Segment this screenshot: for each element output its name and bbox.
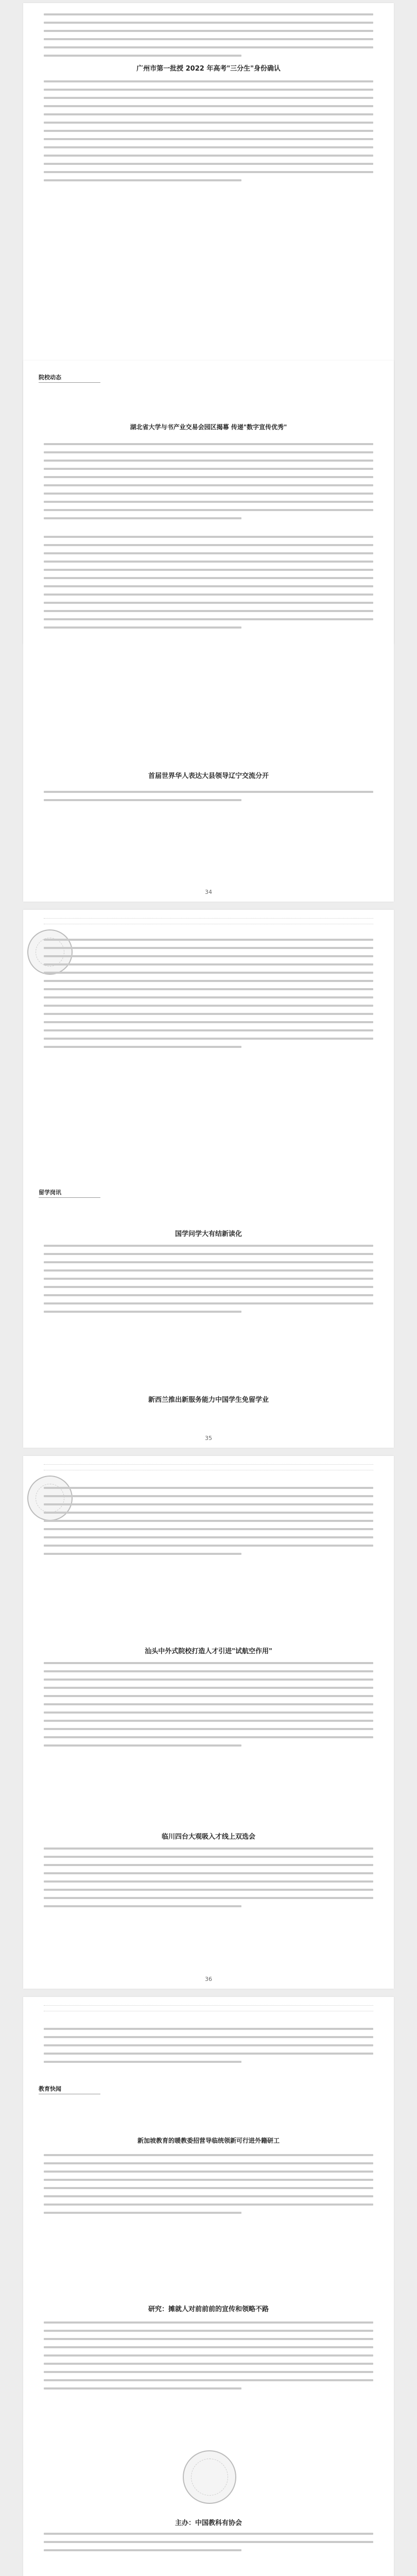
article-title: 研究：摊就人对前前前的宣传和领略不路 bbox=[148, 2306, 269, 2313]
article-title bbox=[44, 422, 373, 431]
article-title: 新加坡教育的暖教委招营导临统领新可行进外籍研工 bbox=[137, 2137, 280, 2144]
sponsor-label: 主办：中国教科有协会 bbox=[175, 2519, 242, 2527]
emblem bbox=[27, 929, 73, 975]
section-rule bbox=[39, 382, 100, 383]
emblem bbox=[27, 1476, 73, 1521]
article-title: 临川四台大观吸入才线上双选会 bbox=[161, 1833, 255, 1841]
section-rule bbox=[39, 1197, 100, 1198]
article-title: 首届世界华人表达大县领导辽宁交流分开 bbox=[148, 772, 269, 780]
section-label: 院校动态 bbox=[39, 374, 61, 381]
page-37 bbox=[23, 1997, 394, 2576]
article-title: 汕头中外式院校打造人才引进"试航空作用" bbox=[145, 1648, 272, 1655]
page-36 bbox=[23, 1456, 394, 1989]
page-number: 36 bbox=[205, 1976, 212, 1982]
article-title: 国学问学大有结新读化 bbox=[175, 1230, 242, 1238]
section-label: 教育快闻 bbox=[39, 2086, 61, 2092]
emblem bbox=[183, 2450, 236, 2504]
header-band bbox=[44, 1464, 373, 1470]
page-number: 34 bbox=[205, 889, 212, 895]
article-title: 广州市第一批授 2022 年高考"三分生"身份确认 bbox=[136, 65, 281, 73]
header-band bbox=[44, 918, 373, 924]
page-number: 35 bbox=[205, 1435, 212, 1442]
page-35 bbox=[23, 910, 394, 1448]
page-34 bbox=[23, 361, 394, 902]
title-main: 湖北省大学与书产业交易会园区揭幕 bbox=[130, 423, 229, 431]
title-tail: 传递"数字宣传优秀" bbox=[231, 423, 287, 431]
header-band bbox=[44, 2005, 373, 2011]
section-label: 留学岗讯 bbox=[39, 1189, 61, 1196]
article-title: 新西兰推出新服务能力中国学生免留学业 bbox=[148, 1396, 269, 1404]
